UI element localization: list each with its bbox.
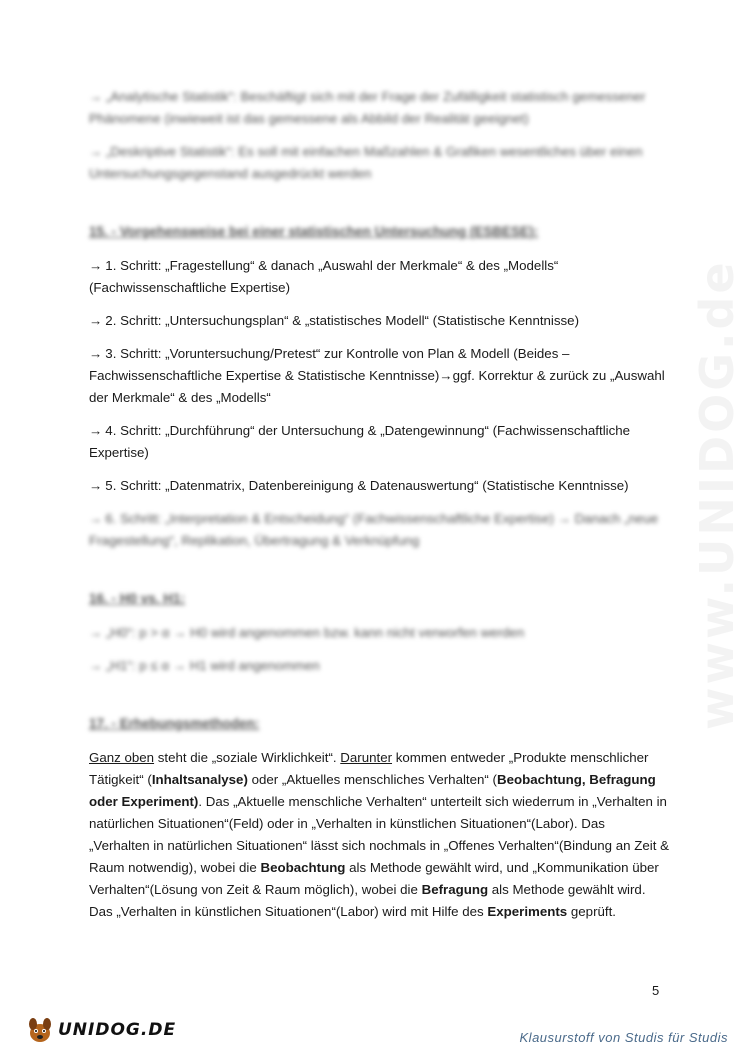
dog-logo-icon: [24, 1015, 56, 1045]
section-heading-17: 17. - Erhebungsmethoden:: [89, 716, 260, 731]
arrow-icon: →: [89, 478, 103, 493]
step-item-blurred: → 6. Schritt: „Interpretation & Entscheidung“ (Fachwissenschaftliche Expertise) → Danach „neue Fragestellung“, Replikation, Übertragung & Verknüpfung: [89, 511, 659, 548]
step-item: → 5. Schritt: „Datenmatrix, Datenbereinigung & Datenauswertung“ (Statistische Kenntnisse): [89, 478, 629, 493]
section-heading-16: 16. - H0 vs. H1:: [89, 591, 186, 606]
arrow-icon: →: [89, 511, 103, 526]
step-item: → 1. Schritt: „Fragestellung“ & danach „Auswahl der Merkmale“ & des „Modells“ (Fachwissenschaftliche Expertise): [89, 258, 559, 295]
arrow-icon: →: [89, 258, 103, 273]
arrow-icon: →: [89, 346, 103, 361]
section-heading-15: 15. - Vorgehensweise bei einer statistischen Untersuchung (ESBESE):: [89, 224, 539, 239]
step-item: → 4. Schritt: „Durchführung“ der Untersuchung & „Datengewinnung“ (Fachwissenschaftliche Expertise): [89, 423, 631, 460]
page-number: 5: [652, 983, 660, 998]
blurred-paragraph: → „Deskriptive Statistik“: Es soll mit einfachen Maßzahlen & Grafiken wesentliches über einen Untersuchungsgegenstand ausgedrückt werden: [89, 144, 643, 181]
logo-text: UNIDOG.DE: [58, 1020, 177, 1040]
step-item: → 3. Schritt: „Voruntersuchung/Pretest“ zur Kontrolle von Plan & Modell (Beides – Fachwissenschaftliche Expertise & Statistische Kenntnisse)→ggf. Korrektur & zurück zu „Auswahl der Merkmale“ & des „Modells“: [89, 346, 665, 405]
arrow-icon: →: [89, 313, 103, 328]
footer-logo: [24, 1015, 176, 1045]
blurred-paragraph: → „Analytische Statistik“: Beschäftigt sich mit der Frage der Zufälligkeit statistisch gemessener Phänomene (inwieweit ist das gemessene als Abbild der Realität geeignet): [89, 89, 646, 126]
footer-slogan: Klausurstoff von Studis für Studis: [519, 1030, 728, 1045]
body-paragraph: Ganz oben steht die „soziale Wirklichkeit“. Darunter kommen entweder „Produkte menschlicher Tätigkeit“ (Inhaltsanalyse) oder „Aktuelles menschliches Verhalten“ (Beobachtung, Befragung oder Experiment). Das „Aktuelle menschliche Verhalten“ unterteilt sich wiederrum in „Verhalten in natürlichen Situationen“(Feld) oder in „Verhalten in künstlichen Situationen“(Labor). Das „Verhalten in natürlichen Situationen“ lässt sich nochmals in „Offenes Verhalten“(Bindung an Zeit & Raum notwendig), wobei die Beobachtung als Methode gewählt wird, und „Kommunikation über Verhalten“(Lösung von Zeit & Raum möglich), wobei die Befragung als Methode gewählt wird. Das „Verhalten in künstlichen Situationen“(Labor) wird mit Hilfe des Experiments geprüft.: [89, 750, 669, 919]
arrow-icon: →: [89, 423, 103, 438]
blurred-line: → „H0“: p > α → H0 wird angenommen bzw. kann nicht verworfen werden: [89, 625, 525, 640]
blurred-line: → „H1“: p ≤ α → H1 wird angenommen: [89, 658, 320, 673]
page-content: [89, 86, 669, 934]
step-item: → 2. Schritt: „Untersuchungsplan“ & „statistisches Modell“ (Statistische Kenntnisse): [89, 313, 580, 328]
watermark: www.UNIDOG.de: [690, 259, 744, 730]
